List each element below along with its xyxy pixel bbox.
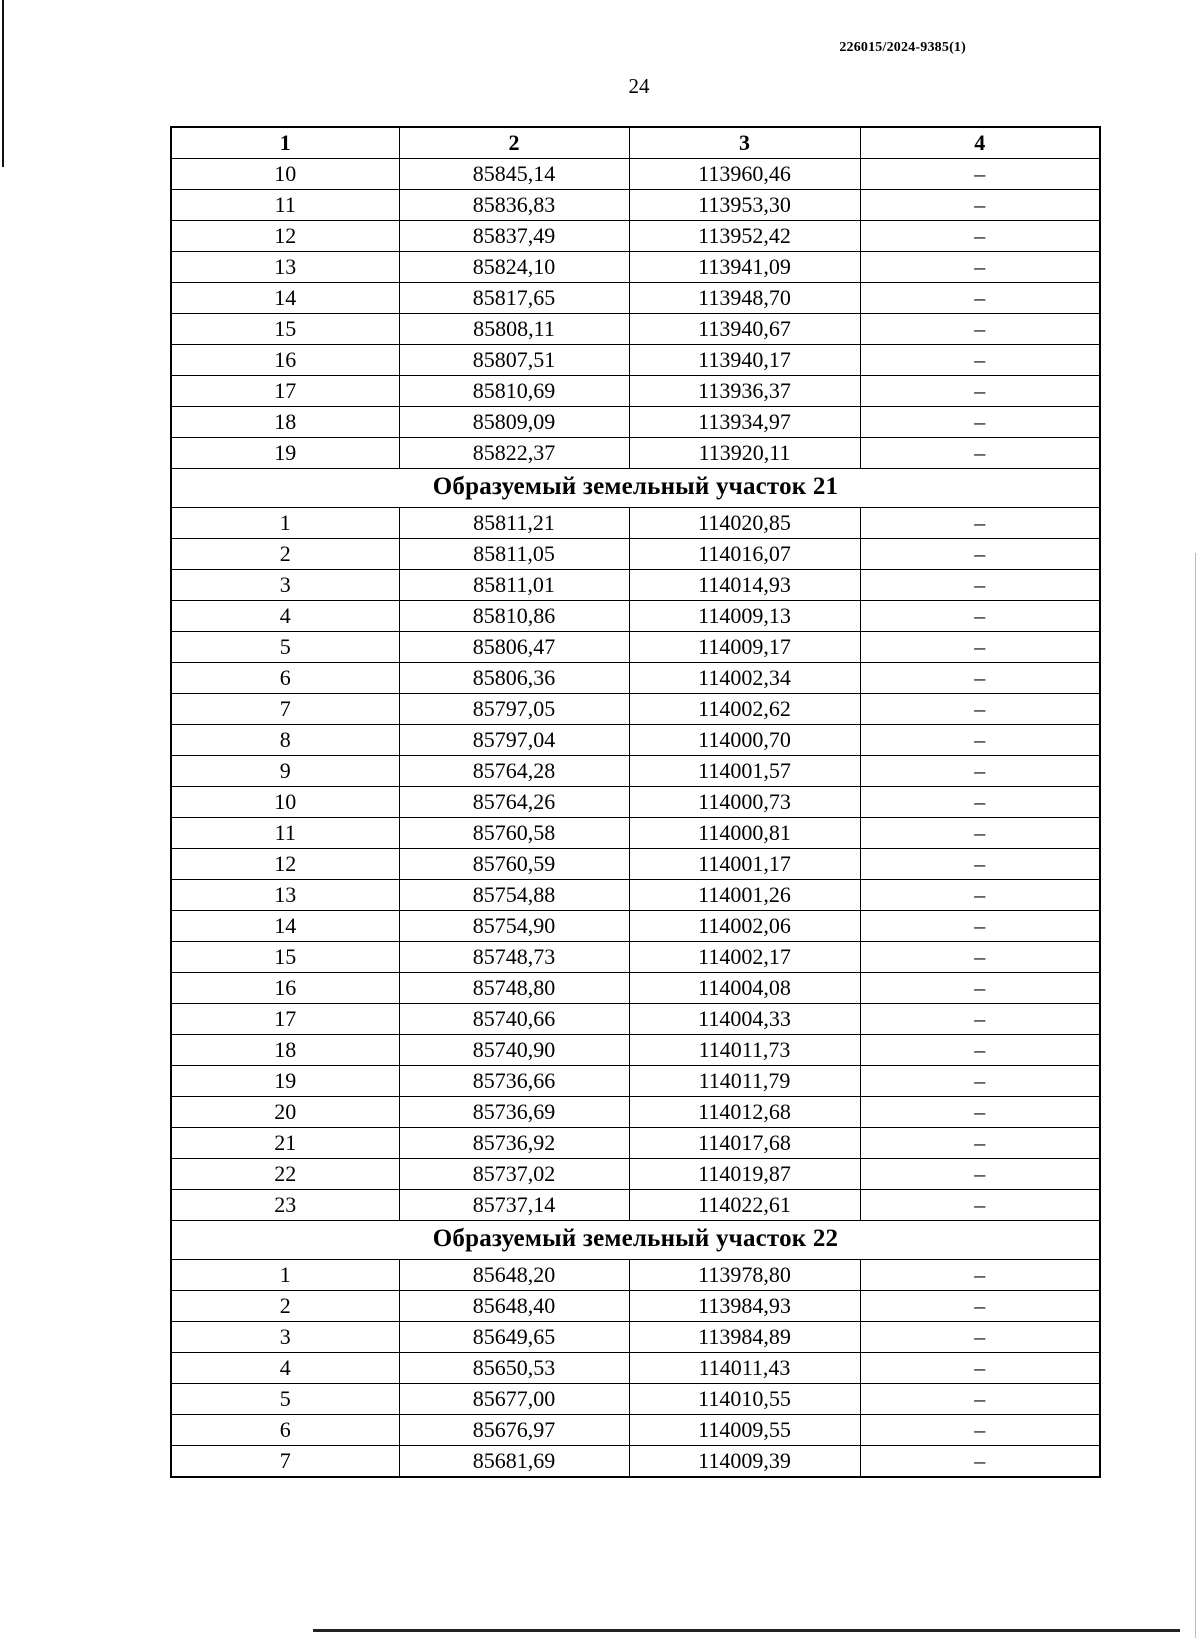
- table-row: [171, 601, 1100, 632]
- coordinate-x-cell: 85836,83: [399, 190, 629, 221]
- point-number-cell: 16: [171, 973, 399, 1004]
- coordinate-x-cell: 85764,26: [399, 787, 629, 818]
- coordinate-y-cell: 113978,80: [629, 1260, 860, 1291]
- note-cell: –: [860, 1446, 1100, 1478]
- table-row: [171, 376, 1100, 407]
- note-cell: –: [860, 159, 1100, 190]
- table-row: [171, 1004, 1100, 1035]
- coordinate-y-cell: 114011,43: [629, 1353, 860, 1384]
- note-cell: –: [860, 1097, 1100, 1128]
- point-number-cell: 13: [171, 880, 399, 911]
- coordinate-y-cell: 114004,08: [629, 973, 860, 1004]
- table-row: [171, 1097, 1100, 1128]
- point-number-cell: 13: [171, 252, 399, 283]
- coordinate-y-cell: 114002,17: [629, 942, 860, 973]
- coordinate-y-cell: 113960,46: [629, 159, 860, 190]
- coordinate-x-cell: 85806,47: [399, 632, 629, 663]
- note-cell: –: [860, 190, 1100, 221]
- coordinate-x-cell: 85737,02: [399, 1159, 629, 1190]
- table-row: [171, 880, 1100, 911]
- coordinate-x-cell: 85810,69: [399, 376, 629, 407]
- note-cell: –: [860, 787, 1100, 818]
- point-number-cell: 4: [171, 1353, 399, 1384]
- coordinate-y-cell: 113940,67: [629, 314, 860, 345]
- coordinate-y-cell: 114004,33: [629, 1004, 860, 1035]
- point-number-cell: 15: [171, 942, 399, 973]
- table-row: [171, 911, 1100, 942]
- coordinate-y-cell: 114016,07: [629, 539, 860, 570]
- note-cell: –: [860, 221, 1100, 252]
- coordinate-y-cell: 113948,70: [629, 283, 860, 314]
- coordinate-y-cell: 114017,68: [629, 1128, 860, 1159]
- table-row: [171, 787, 1100, 818]
- note-cell: –: [860, 539, 1100, 570]
- note-cell: –: [860, 725, 1100, 756]
- note-cell: –: [860, 1384, 1100, 1415]
- table-row: [171, 1384, 1100, 1415]
- coordinate-y-cell: 114002,34: [629, 663, 860, 694]
- point-number-cell: 2: [171, 1291, 399, 1322]
- coordinate-y-cell: 114009,17: [629, 632, 860, 663]
- note-cell: –: [860, 849, 1100, 880]
- coordinate-x-cell: 85677,00: [399, 1384, 629, 1415]
- coordinate-x-cell: 85764,28: [399, 756, 629, 787]
- point-number-cell: 8: [171, 725, 399, 756]
- table-row: [171, 1190, 1100, 1221]
- point-number-cell: 4: [171, 601, 399, 632]
- scan-edge-line: [313, 1629, 1180, 1632]
- coordinate-x-cell: 85822,37: [399, 438, 629, 469]
- point-number-cell: 6: [171, 1415, 399, 1446]
- point-number-cell: 3: [171, 1322, 399, 1353]
- table-row: [171, 1260, 1100, 1291]
- coordinate-y-cell: 114009,55: [629, 1415, 860, 1446]
- table-row: [171, 345, 1100, 376]
- point-number-cell: 6: [171, 663, 399, 694]
- point-number-cell: 7: [171, 1446, 399, 1478]
- point-number-cell: 15: [171, 314, 399, 345]
- coordinate-x-cell: 85748,73: [399, 942, 629, 973]
- table-row: [171, 942, 1100, 973]
- coordinate-x-cell: 85736,69: [399, 1097, 629, 1128]
- coordinate-x-cell: 85648,20: [399, 1260, 629, 1291]
- coordinate-y-cell: 114020,85: [629, 508, 860, 539]
- document-number: 226015/2024-9385(1): [839, 40, 966, 55]
- note-cell: –: [860, 1353, 1100, 1384]
- note-cell: –: [860, 880, 1100, 911]
- table-row: [171, 508, 1100, 539]
- coordinate-x-cell: 85807,51: [399, 345, 629, 376]
- point-number-cell: 18: [171, 1035, 399, 1066]
- note-cell: –: [860, 407, 1100, 438]
- coordinate-y-cell: 113936,37: [629, 376, 860, 407]
- coordinate-y-cell: 114001,26: [629, 880, 860, 911]
- table-row: [171, 694, 1100, 725]
- point-number-cell: 18: [171, 407, 399, 438]
- coordinate-x-cell: 85811,05: [399, 539, 629, 570]
- note-cell: –: [860, 942, 1100, 973]
- coordinate-x-cell: 85808,11: [399, 314, 629, 345]
- coordinate-x-cell: 85817,65: [399, 283, 629, 314]
- coordinate-x-cell: 85809,09: [399, 407, 629, 438]
- point-number-cell: 9: [171, 756, 399, 787]
- note-cell: –: [860, 1066, 1100, 1097]
- coordinate-y-cell: 114011,73: [629, 1035, 860, 1066]
- point-number-cell: 7: [171, 694, 399, 725]
- coordinate-x-cell: 85824,10: [399, 252, 629, 283]
- table-row: [171, 1446, 1100, 1478]
- coordinate-x-cell: 85736,92: [399, 1128, 629, 1159]
- section-header-row: [171, 469, 1100, 508]
- note-cell: –: [860, 1004, 1100, 1035]
- coordinate-y-cell: 114001,57: [629, 756, 860, 787]
- table-row: [171, 1353, 1100, 1384]
- coordinate-y-cell: 114000,81: [629, 818, 860, 849]
- section-title: Образуемый земельный участок 21: [171, 469, 1100, 508]
- coordinate-x-cell: 85650,53: [399, 1353, 629, 1384]
- coordinate-y-cell: 113920,11: [629, 438, 860, 469]
- coordinate-y-cell: 114012,68: [629, 1097, 860, 1128]
- table-row: [171, 221, 1100, 252]
- note-cell: –: [860, 632, 1100, 663]
- coordinate-y-cell: 114009,39: [629, 1446, 860, 1478]
- coordinate-x-cell: 85837,49: [399, 221, 629, 252]
- table-row: [171, 438, 1100, 469]
- coordinate-y-cell: 114014,93: [629, 570, 860, 601]
- note-cell: –: [860, 508, 1100, 539]
- coordinate-y-cell: 113940,17: [629, 345, 860, 376]
- point-number-cell: 11: [171, 818, 399, 849]
- note-cell: –: [860, 694, 1100, 725]
- coordinate-x-cell: 85760,59: [399, 849, 629, 880]
- note-cell: –: [860, 314, 1100, 345]
- coordinate-x-cell: 85810,86: [399, 601, 629, 632]
- note-cell: –: [860, 1415, 1100, 1446]
- table-header-row: [171, 127, 1100, 159]
- table-row: [171, 663, 1100, 694]
- table-row: [171, 407, 1100, 438]
- coordinate-y-cell: 113952,42: [629, 221, 860, 252]
- note-cell: –: [860, 252, 1100, 283]
- coordinate-y-cell: 114009,13: [629, 601, 860, 632]
- coordinate-x-cell: 85737,14: [399, 1190, 629, 1221]
- point-number-cell: 17: [171, 376, 399, 407]
- point-number-cell: 3: [171, 570, 399, 601]
- point-number-cell: 12: [171, 221, 399, 252]
- point-number-cell: 16: [171, 345, 399, 376]
- coordinate-x-cell: 85754,88: [399, 880, 629, 911]
- table-row: [171, 1322, 1100, 1353]
- note-cell: –: [860, 601, 1100, 632]
- point-number-cell: 10: [171, 159, 399, 190]
- table-row: [171, 1035, 1100, 1066]
- note-cell: –: [860, 1128, 1100, 1159]
- point-number-cell: 17: [171, 1004, 399, 1035]
- note-cell: –: [860, 283, 1100, 314]
- table-row: [171, 1128, 1100, 1159]
- coordinate-y-cell: 114000,70: [629, 725, 860, 756]
- column-header: 4: [860, 127, 1100, 159]
- coordinate-x-cell: 85748,80: [399, 973, 629, 1004]
- coordinate-y-cell: 114022,61: [629, 1190, 860, 1221]
- point-number-cell: 20: [171, 1097, 399, 1128]
- coordinate-x-cell: 85648,40: [399, 1291, 629, 1322]
- note-cell: –: [860, 376, 1100, 407]
- coordinate-x-cell: 85736,66: [399, 1066, 629, 1097]
- table-row: [171, 849, 1100, 880]
- coordinate-x-cell: 85806,36: [399, 663, 629, 694]
- point-number-cell: 14: [171, 911, 399, 942]
- coordinate-y-cell: 114010,55: [629, 1384, 860, 1415]
- column-header: 1: [171, 127, 399, 159]
- note-cell: –: [860, 1190, 1100, 1221]
- table-row: [171, 314, 1100, 345]
- table-body: [171, 159, 1100, 1478]
- coordinate-y-cell: 114002,62: [629, 694, 860, 725]
- column-header: 2: [399, 127, 629, 159]
- note-cell: –: [860, 818, 1100, 849]
- point-number-cell: 21: [171, 1128, 399, 1159]
- table-row: [171, 818, 1100, 849]
- point-number-cell: 2: [171, 539, 399, 570]
- table-row: [171, 190, 1100, 221]
- coordinates-table: [170, 126, 1101, 1478]
- note-cell: –: [860, 756, 1100, 787]
- coordinate-x-cell: 85649,65: [399, 1322, 629, 1353]
- point-number-cell: 19: [171, 1066, 399, 1097]
- point-number-cell: 5: [171, 1384, 399, 1415]
- table-row: [171, 1066, 1100, 1097]
- table-row: [171, 1415, 1100, 1446]
- coordinate-x-cell: 85760,58: [399, 818, 629, 849]
- table-row: [171, 1291, 1100, 1322]
- point-number-cell: 5: [171, 632, 399, 663]
- coordinate-x-cell: 85845,14: [399, 159, 629, 190]
- table-row: [171, 252, 1100, 283]
- scan-edge-line: [1195, 553, 1196, 1638]
- coordinate-x-cell: 85811,21: [399, 508, 629, 539]
- point-number-cell: 12: [171, 849, 399, 880]
- note-cell: –: [860, 1291, 1100, 1322]
- coordinate-x-cell: 85740,66: [399, 1004, 629, 1035]
- note-cell: –: [860, 345, 1100, 376]
- column-header: 3: [629, 127, 860, 159]
- note-cell: –: [860, 1035, 1100, 1066]
- table-row: [171, 1159, 1100, 1190]
- coordinate-y-cell: 113934,97: [629, 407, 860, 438]
- section-title: Образуемый земельный участок 22: [171, 1221, 1100, 1260]
- note-cell: –: [860, 1159, 1100, 1190]
- coordinate-y-cell: 113953,30: [629, 190, 860, 221]
- table-row: [171, 973, 1100, 1004]
- table-row: [171, 725, 1100, 756]
- point-number-cell: 14: [171, 283, 399, 314]
- coordinate-y-cell: 113984,93: [629, 1291, 860, 1322]
- coordinate-x-cell: 85797,04: [399, 725, 629, 756]
- note-cell: –: [860, 438, 1100, 469]
- coordinate-y-cell: 114002,06: [629, 911, 860, 942]
- point-number-cell: 19: [171, 438, 399, 469]
- table-row: [171, 756, 1100, 787]
- note-cell: –: [860, 911, 1100, 942]
- coordinate-y-cell: 114000,73: [629, 787, 860, 818]
- point-number-cell: 1: [171, 1260, 399, 1291]
- point-number-cell: 10: [171, 787, 399, 818]
- note-cell: –: [860, 663, 1100, 694]
- coordinate-y-cell: 113941,09: [629, 252, 860, 283]
- note-cell: –: [860, 973, 1100, 1004]
- note-cell: –: [860, 1322, 1100, 1353]
- note-cell: –: [860, 570, 1100, 601]
- table-row: [171, 283, 1100, 314]
- coordinate-y-cell: 113984,89: [629, 1322, 860, 1353]
- section-header-row: [171, 1221, 1100, 1260]
- point-number-cell: 23: [171, 1190, 399, 1221]
- note-cell: –: [860, 1260, 1100, 1291]
- coordinate-x-cell: 85797,05: [399, 694, 629, 725]
- coordinate-x-cell: 85740,90: [399, 1035, 629, 1066]
- coordinate-y-cell: 114019,87: [629, 1159, 860, 1190]
- table-row: [171, 159, 1100, 190]
- coordinate-y-cell: 114001,17: [629, 849, 860, 880]
- page-number: 24: [628, 74, 650, 98]
- point-number-cell: 22: [171, 1159, 399, 1190]
- coordinate-x-cell: 85754,90: [399, 911, 629, 942]
- coordinate-y-cell: 114011,79: [629, 1066, 860, 1097]
- table-row: [171, 539, 1100, 570]
- table-row: [171, 570, 1100, 601]
- point-number-cell: 1: [171, 508, 399, 539]
- point-number-cell: 11: [171, 190, 399, 221]
- coordinate-x-cell: 85676,97: [399, 1415, 629, 1446]
- table-row: [171, 632, 1100, 663]
- coordinate-x-cell: 85811,01: [399, 570, 629, 601]
- coordinate-x-cell: 85681,69: [399, 1446, 629, 1478]
